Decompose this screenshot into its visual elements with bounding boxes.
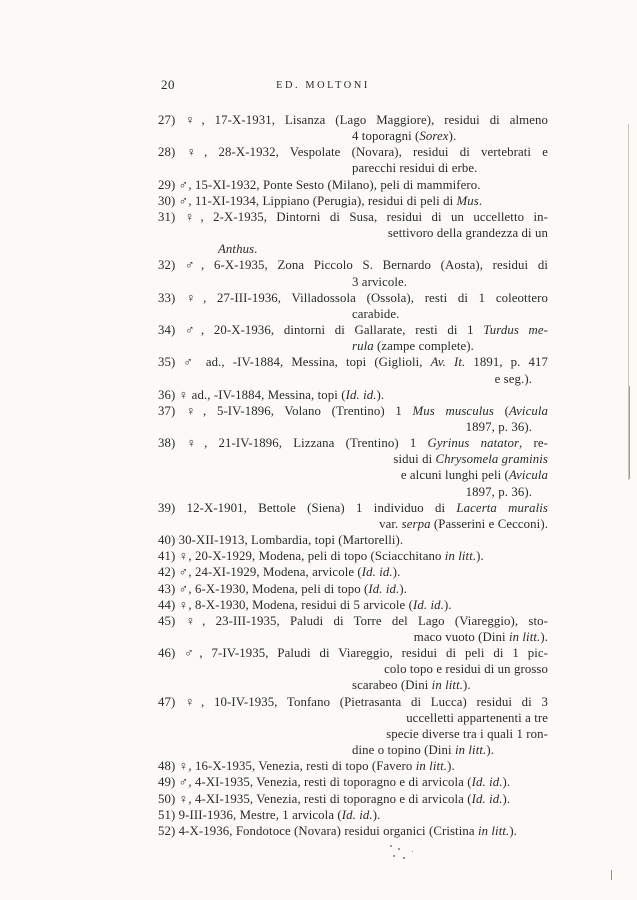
entry-number: 48) (158, 759, 176, 774)
text-segment: ). (443, 597, 452, 612)
list-entry (158, 435, 548, 500)
italic-text-segment: Id. id. (471, 791, 503, 806)
entry-number: 33) (158, 290, 176, 305)
entry-first-line (158, 403, 548, 419)
entry-continuation-line (158, 661, 548, 677)
text-segment: ♀ ad., -IV-1884, Messina, topi ( (178, 387, 346, 402)
italic-text-segment: in litt. (415, 759, 448, 774)
italic-text-segment: Gyrinus natator (427, 436, 520, 451)
list-entry (158, 403, 548, 435)
entry-first-line (158, 532, 548, 548)
entry-number: 27) (158, 113, 176, 127)
entry-continuation-line (158, 338, 548, 354)
text-segment: 12-X-1901, Bettole (Siena) 1 individuo di (186, 500, 457, 515)
text-segment: e alcuni lunghi peli ( (400, 468, 509, 483)
entry-number: 31) (158, 209, 176, 224)
list-entry (158, 193, 548, 209)
entry-number: 50) (158, 791, 176, 806)
italic-text-segment: in litt. (454, 743, 487, 758)
entry-first-line (158, 209, 548, 225)
list-entry (158, 177, 548, 193)
text-segment: (zampe complete). (373, 339, 474, 354)
text-segment: . (478, 193, 483, 208)
text-segment: ♂, 7-IV-1935, Paludi di Viareggio, residui di peli di 1 pic- (184, 646, 548, 661)
list-entry (158, 500, 548, 532)
scan-edge-line (629, 386, 630, 479)
italic-text-segment: serpa (401, 516, 431, 531)
entry-first-line (158, 581, 548, 597)
text-segment: ). (502, 775, 511, 790)
entry-first-line (158, 774, 548, 790)
text-segment: ). (486, 743, 494, 758)
entry-number: 37) (158, 403, 176, 418)
entry-number: 43) (158, 581, 176, 596)
list-entry (158, 613, 548, 645)
entry-first-line (158, 435, 548, 451)
list-entry (158, 597, 548, 613)
italic-text-segment: in litt. (431, 678, 464, 693)
entry-continuation-line (158, 274, 548, 290)
text-segment: 4 toporagni ( (352, 129, 420, 144)
entry-first-line (158, 322, 548, 338)
text-segment: ♀, 21-IV-1896, Lizzana (Trentino) 1 (186, 436, 428, 451)
list-entry (158, 548, 548, 564)
text-segment: 3 arvicole. (352, 274, 408, 289)
entry-continuation-line (158, 419, 548, 435)
entry-number: 38) (158, 436, 176, 451)
entry-continuation-line (158, 306, 548, 322)
specimen-list (158, 112, 548, 839)
italic-text-segment: Turdus me- (483, 323, 548, 338)
entry-first-line (158, 193, 548, 209)
text-segment: ♀, 16-X-1935, Venezia, resti di topo (Favero (178, 759, 416, 774)
entry-first-line (158, 354, 548, 370)
entry-number: 42) (158, 565, 176, 580)
text-segment: 1897, p. 36). (465, 484, 532, 499)
entry-number: 46) (158, 646, 176, 661)
list-entry (158, 581, 548, 597)
text-segment: ). (376, 387, 385, 402)
italic-text-segment: in litt. (508, 630, 541, 644)
entry-first-line (158, 597, 548, 613)
text-segment: ). (509, 823, 517, 838)
text-segment: sidui di (393, 452, 436, 467)
entry-number: 45) (158, 613, 176, 628)
italic-text-segment: Id. id. (368, 581, 400, 596)
list-entry (158, 209, 548, 257)
text-segment: , re- (519, 436, 548, 451)
italic-text-segment: Id. id. (413, 597, 444, 612)
text-segment: 4-X-1936, Fondotoce (Novara) residui organici (Cristina (178, 823, 478, 838)
text-segment: carabide. (352, 306, 400, 321)
entry-continuation-line (158, 484, 548, 500)
entry-number: 49) (158, 775, 176, 790)
text-segment: ♀, 8-X-1930, Modena, residui di 5 arvicole ( (178, 597, 414, 612)
entry-number: 32) (158, 258, 176, 273)
entry-continuation-line (158, 241, 548, 257)
text-segment: ♂, 20-X-1936, dintorni di Gallarate, resti di 1 (184, 323, 484, 338)
entry-first-line (158, 694, 548, 710)
list-entry (158, 112, 548, 144)
running-header: ED. MOLTONI (276, 79, 370, 91)
list-entry (158, 823, 548, 839)
text-segment: ♀, 10-IV-1935, Tonfano (Pietrasanta di Lucca) residui di 3 (185, 694, 548, 709)
text-segment: scarabeo (Dini (352, 678, 432, 693)
entry-first-line (158, 387, 548, 403)
entry-first-line (158, 290, 548, 306)
entry-first-line (158, 564, 548, 580)
entry-first-line (158, 823, 548, 839)
entry-continuation-line (158, 160, 548, 176)
italic-text-segment: Id. id. (471, 775, 503, 790)
entry-continuation-line (158, 516, 548, 532)
text-segment: ♀, 23-III-1935, Paludi di Torre del Lago (Viareggio), sto- (185, 613, 548, 628)
list-entry (158, 354, 548, 386)
text-segment: colo topo e residui di un grosso (384, 662, 548, 677)
page-number: 20 (161, 77, 175, 92)
entry-continuation-line (158, 467, 548, 483)
text-segment: ♀, 4-XI-1935, Venezia, resti di toporagno e di arvicola ( (178, 791, 472, 806)
list-entry (158, 387, 548, 403)
text-segment: ♂, 4-XI-1935, Venezia, resti di toporagno e di arvicola ( (178, 775, 472, 790)
text-segment: ♀, 28-X-1932, Vespolate (Novara), residui di vertebrati e (186, 145, 548, 160)
text-segment: ♀, 17-X-1931, Lisanza (Lago Maggiore), residui di almeno (185, 113, 548, 127)
text-segment: ). (372, 807, 381, 822)
text-segment: 1891, p. 417 (465, 355, 548, 370)
text-segment: var. (379, 516, 402, 531)
entry-first-line (158, 177, 548, 193)
italic-text-segment: rula (352, 339, 374, 354)
text-segment: ♂, 24-XI-1929, Modena, arvicole ( (178, 565, 362, 580)
entry-number: 40) (158, 533, 176, 548)
entry-continuation-line (158, 710, 548, 726)
entry-first-line (158, 807, 548, 823)
list-entry (158, 807, 548, 823)
ink-speck (412, 851, 413, 852)
entry-number: 30) (158, 193, 176, 208)
list-entry (158, 694, 548, 759)
italic-text-segment: Sorex (419, 129, 449, 144)
italic-text-segment: Mus (456, 193, 479, 208)
entry-number: 44) (158, 597, 176, 612)
text-segment: ). (399, 581, 408, 596)
text-segment: ♂, 15-XI-1932, Ponte Sesto (Milano), peli di mammifero. (178, 177, 481, 192)
entry-first-line (158, 758, 548, 774)
text-segment: specie diverse tra i quali 1 ron- (386, 726, 548, 741)
italic-text-segment: in litt. (477, 823, 510, 838)
text-segment: ). (540, 630, 548, 644)
entry-first-line (158, 645, 548, 661)
entry-number: 29) (158, 177, 176, 192)
list-entry (158, 791, 548, 807)
ink-speck (398, 848, 400, 850)
entry-number: 41) (158, 549, 176, 564)
text-segment: ♀, 27-III-1936, Villadossola (Ossola), resti di 1 coleottero (186, 290, 548, 305)
page-header (158, 77, 548, 95)
text-segment: settivoro della grandezza di un (387, 226, 548, 241)
italic-text-segment: Av. It. (430, 355, 466, 370)
ink-speck (393, 855, 395, 857)
entry-number: 36) (158, 387, 176, 402)
list-entry (158, 758, 548, 774)
list-entry (158, 774, 548, 790)
text-segment: ). (463, 678, 471, 693)
list-entry (158, 144, 548, 176)
entry-number: 28) (158, 145, 176, 160)
entry-continuation-line (158, 225, 548, 241)
entry-number: 52) (158, 823, 176, 838)
italic-text-segment: in litt. (444, 549, 477, 564)
entry-first-line (158, 144, 548, 160)
entry-continuation-line (158, 128, 548, 144)
text-segment: ♂, 11-XI-1934, Lippiano (Perugia), residui di peli di (178, 193, 457, 208)
text-segment: ). (476, 549, 484, 564)
entry-first-line (158, 112, 548, 128)
entry-number: 34) (158, 323, 176, 338)
text-segment: maco vuoto (Dini (413, 630, 509, 644)
list-entry (158, 322, 548, 354)
italic-text-segment: Avicula (508, 468, 548, 483)
text-segment: dine o topino (Dini (352, 743, 455, 758)
italic-text-segment: Mus musculus (412, 403, 494, 418)
text-segment: ). (392, 565, 401, 580)
entry-number: 47) (158, 694, 176, 709)
ink-speck (403, 857, 405, 859)
ink-speck (390, 845, 392, 847)
list-entry (158, 645, 548, 693)
text-segment: ( (493, 403, 509, 418)
text-segment: 1897, p. 36). (465, 419, 532, 434)
italic-text-segment: Anthus (218, 242, 255, 257)
text-segment: . (254, 242, 258, 257)
entry-continuation-line (158, 371, 548, 387)
italic-text-segment: Id. id. (341, 807, 373, 822)
entry-continuation-line (158, 742, 548, 758)
italic-text-segment: Id. id. (345, 387, 377, 402)
text-segment: uccelletti appartenenti a tre (406, 710, 548, 725)
italic-text-segment: Chrysomela graminis (435, 452, 548, 467)
text-segment: 30-XII-1913, Lombardia, topi (Martorelli). (178, 533, 404, 548)
list-entry (158, 290, 548, 322)
text-segment: ♂, 6-X-1935, Zona Piccolo S. Bernardo (Aosta), residui di (185, 258, 548, 273)
list-entry (158, 564, 548, 580)
italic-text-segment: Id. id. (361, 565, 393, 580)
text-segment: ♀, 5-IV-1896, Volano (Trentino) 1 (186, 403, 413, 418)
entry-first-line (158, 500, 548, 516)
entry-first-line (158, 548, 548, 564)
text-segment: ). (447, 759, 455, 774)
text-segment: ♂ ad., -IV-1884, Messina, topi (Giglioli, (183, 355, 431, 370)
text-segment: ). (448, 129, 457, 144)
entry-first-line (158, 257, 548, 273)
text-segment: ). (502, 791, 511, 806)
entry-number: 35) (158, 355, 176, 370)
italic-text-segment: Lacerta muralis (456, 500, 548, 515)
entry-number: 51) (158, 807, 176, 822)
entry-continuation-line (158, 677, 548, 693)
entry-number: 39) (158, 500, 176, 515)
text-segment: ♀, 20-X-1929, Modena, peli di topo (Sciacchitano (178, 549, 445, 564)
text-segment: (Passerini e Cecconi). (430, 516, 548, 531)
text-segment: parecchi residui di erbe. (352, 161, 478, 176)
text-segment: ♀, 2-X-1935, Dintorni di Susa, residui di un uccelletto in- (184, 209, 548, 224)
text-segment: 9-III-1936, Mestre, 1 arvicola ( (178, 807, 342, 822)
entry-continuation-line (158, 629, 548, 645)
italic-text-segment: Avicula (508, 403, 549, 418)
text-segment: ♂, 6-X-1930, Modena, peli di topo ( (178, 581, 369, 596)
list-entry (158, 532, 548, 548)
text-segment: e seg.). (494, 371, 532, 386)
entry-continuation-line (158, 726, 548, 742)
entry-first-line (158, 613, 548, 629)
entry-continuation-line (158, 451, 548, 467)
entry-first-line (158, 791, 548, 807)
list-entry (158, 257, 548, 289)
scan-mark (611, 870, 612, 880)
